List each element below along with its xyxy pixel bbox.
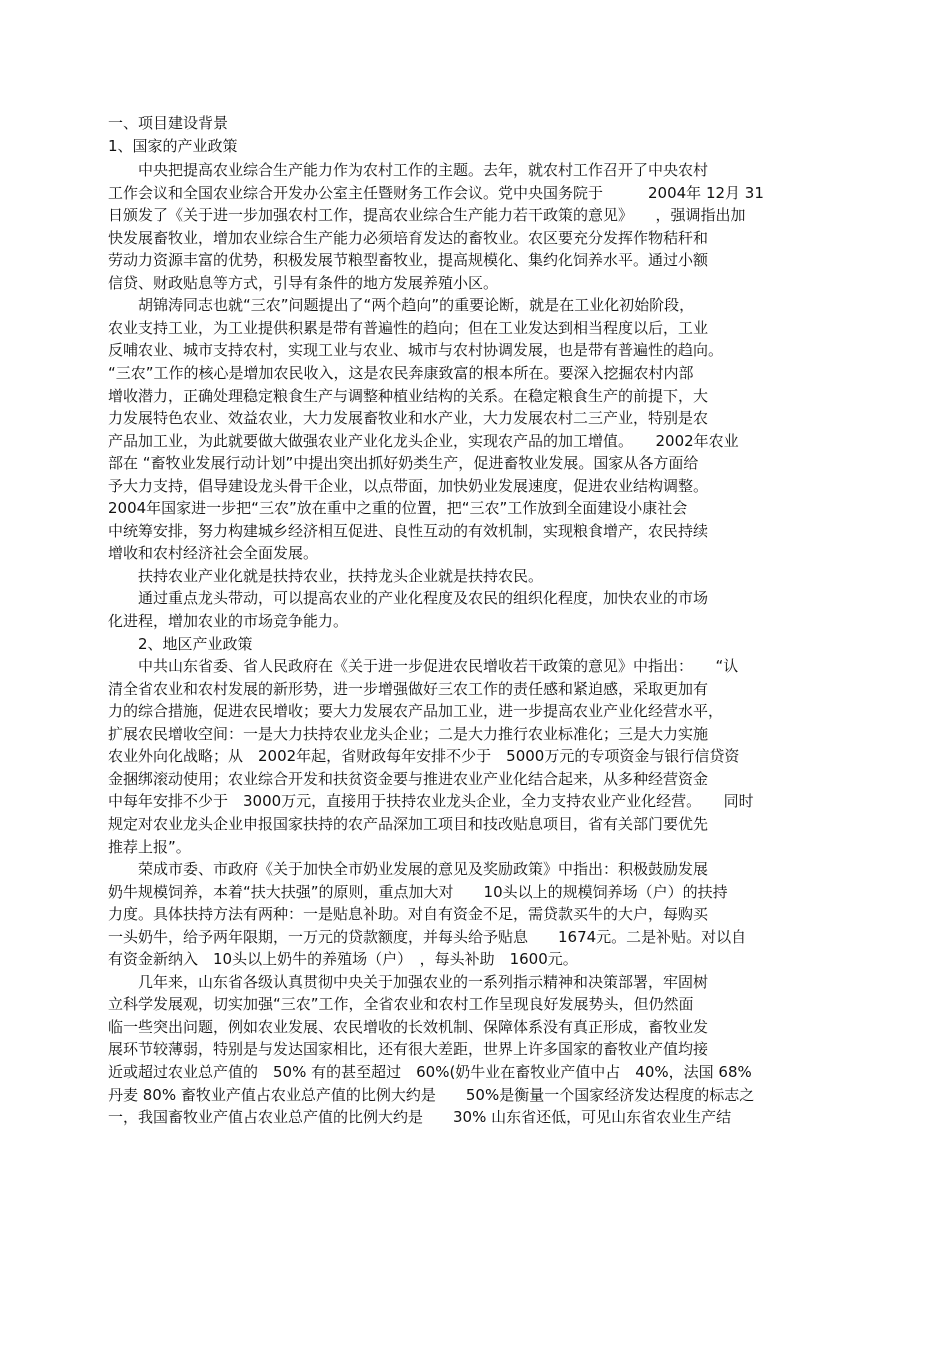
text-line: “三农”工作的核心是增加农民收入，这是农民奔康致富的根本所在。要深入挖掘农村内部 <box>108 363 694 382</box>
text-line: 胡锦涛同志也就“三农”问题提出了“两个趋向”的重要论断，就是在工业化初始阶段， <box>108 296 695 315</box>
text-line: 奶牛规模饲养，本着“扶大扶强”的原则，重点加大对 10头以上的规模饲养场（户）的扶持 <box>108 882 728 901</box>
text-line: 中央把提高农业综合生产能力作为农村工作的主题。去年，就农村工作召开了中央农村 <box>108 161 709 179</box>
text-line: 一头奶牛，给予两年限期，一万元的贷款额度，并每头给予贴息 1674元。二是补贴。对以自 <box>108 927 747 946</box>
text-line: 扩展农民增收空间：一是大力扶持农业龙头企业；二是大力推行农业标准化；三是大力实施 <box>108 724 709 743</box>
section-heading: 一、项目建设背景 <box>108 114 229 132</box>
text-line: 农业外向化战略；从 2002年起，省财政每年安排不少于 5000万元的专项资金与银行信贷资 <box>108 747 740 766</box>
text-line: 信贷、财政贴息等方式，引导有条件的地方发展养殖小区。 <box>108 273 499 292</box>
text-line: 产品加工业，为此就要做大做强农业产业化龙头企业，实现农产品的加工增值。 2002年农业 <box>108 431 739 450</box>
text-line: 农业支持工业，为工业提供积累是带有普遍性的趋向；但在工业发达到相当程度以后，工业 <box>108 318 709 337</box>
text-line: 快发展畜牧业，增加农业综合生产能力必须培育发达的畜牧业。农区要充分发挥作物秸秆和 <box>108 228 709 247</box>
text-line: 力发展特色农业、效益农业，大力发展畜牧业和水产业，大力发展农村二三产业，特别是农 <box>108 409 709 428</box>
text-line: 推荐上报”。 <box>108 837 191 856</box>
text-line: 反哺农业、城市支持农村，实现工业与农业、城市与农村协调发展，也是带有普遍性的趋向。 <box>108 341 724 360</box>
text-line: 劳动力资源丰富的优势，积极发展节粮型畜牧业，提高规模化、集约化饲养水平。通过小额 <box>108 251 709 270</box>
text-line: 规定对农业龙头企业申报国家扶持的农产品深加工项目和技改贴息项目，省有关部门要优先 <box>108 814 709 833</box>
text-line: 通过重点龙头带动，可以提高农业的产业化程度及农民的组织化程度，加快农业的市场 <box>108 589 709 608</box>
text-line: 展环节较薄弱，特别是与发达国家相比，还有很大差距，世界上许多国家的畜牧业产值均接 <box>108 1040 709 1059</box>
text-line: 增收潜力，正确处理稳定粮食生产与调整种植业结构的关系。在稳定粮食生产的前提下，大 <box>108 386 709 405</box>
subsection-heading: 1、国家的产业政策 <box>108 137 238 155</box>
text-line: 扶持农业产业化就是扶持农业，扶持龙头企业就是扶持农民。 <box>108 566 544 585</box>
text-line: 中统筹安排，努力构建城乡经济相互促进、良性互动的有效机制，实现粮食增产，农民持续 <box>108 521 709 540</box>
text-line: 力的综合措施，促进农民增收；要大力发展农产品加工业，进一步提高农业产业化经营水平， <box>108 702 724 721</box>
text-line: 立科学发展观，切实加强“三农”工作，全省农业和农村工作呈现良好发展势头，但仍然面 <box>108 995 694 1014</box>
text-line: 近或超过农业总产值的 50% 有的甚至超过 60%(奶牛业在畜牧业产值中占 40%，法国 68% <box>108 1063 752 1081</box>
text-line: 荣成市委、市政府《关于加快全市奶业发展的意见及奖励政策》中指出：积极鼓励发展 <box>108 860 709 879</box>
text-line: 2004年国家进一步把“三农”放在重中之重的位置，把“三农”工作放到全面建设小康社会 <box>108 499 688 518</box>
text-line: 2、地区产业政策 <box>108 634 253 653</box>
text-line: 工作会议和全国农业综合开发办公室主任暨财务工作会议。党中央国务院于 2004年 12月 31 <box>108 183 764 202</box>
text-line: 有资金新纳入 10头以上奶牛的养殖场（户） ，每头补助 1600元。 <box>108 950 578 969</box>
text-line: 丹麦 80% 畜牧业产值占农业总产值的比例大约是 50%是衡量一个国家经济发达程度的标志之 <box>108 1085 755 1104</box>
text-line: 化进程，增加农业的市场竞争能力。 <box>108 612 349 630</box>
text-line: 中共山东省委、省人民政府在《关于进一步促进农民增收若干政策的意见》中指出： “认 <box>108 657 739 676</box>
text-line: 几年来，山东省各级认真贯彻中央关于加强农业的一系列指示精神和决策部署，牢固树 <box>108 972 709 991</box>
text-line: 日颁发了《关于进一步加强农村工作，提高农业综合生产能力若干政策的意见》 ，强调指出加 <box>108 206 746 225</box>
text-line: 一，我国畜牧业产值占农业总产值的比例大约是 30% 山东省还低，可见山东省农业生产结 <box>108 1108 732 1127</box>
text-line: 临一些突出问题，例如农业发展、农民增收的长效机制、保障体系没有真正形成，畜牧业发 <box>108 1017 709 1036</box>
text-line: 予大力支持，倡导建设龙头骨干企业，以点带面，加快奶业发展速度，促进农业结构调整。 <box>108 476 709 495</box>
text-line: 金捆绑滚动使用；农业综合开发和扶贫资金要与推进农业产业化结合起来，从多种经营资金 <box>108 769 709 788</box>
text-line: 增收和农村经济社会全面发展。 <box>108 544 319 563</box>
text-line: 部在 “畜牧业发展行动计划”中提出突出抓好奶类生产，促进畜牧业发展。国家从各方面给 <box>108 454 699 473</box>
text-line: 中每年安排不少于 3000万元，直接用于扶持农业龙头企业，全力支持农业产业化经营。 同时 <box>108 792 754 811</box>
text-line: 力度。具体扶持方法有两种：一是贴息补助。对自有资金不足，需贷款买牛的大户，每购买 <box>108 905 709 924</box>
text-line: 清全省农业和农村发展的新形势，进一步增强做好三农工作的责任感和紧迫感，采取更加有 <box>108 679 709 698</box>
